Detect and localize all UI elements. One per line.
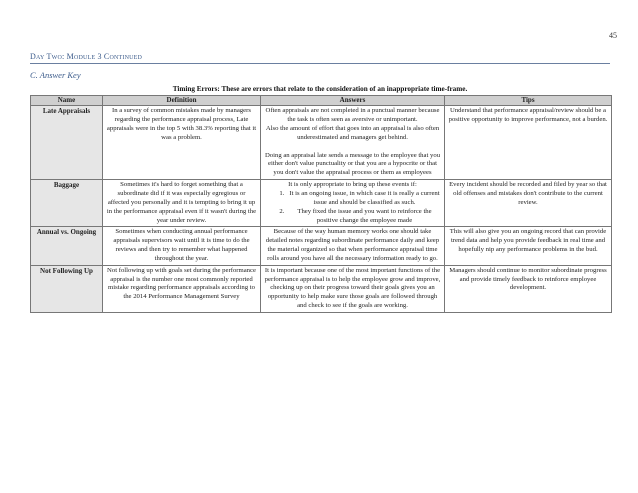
section-title: C. Answer Key (30, 70, 81, 80)
row-answer: Because of the way human memory works one should take detailed notes regarding subordinate performance daily and keep the material organized so that when performance appraisal time rolls around you have all the necessary information ready to go. (261, 227, 445, 265)
column-header-definition: Definition (103, 96, 261, 106)
row-tips: This will also give you an ongoing record that can provide trend data and help you provide feedback in real time and hopefully nip any performance problems in the bud. (445, 227, 612, 265)
row-tips: Understand that performance appraisal/review should be a positive opportunity to improve performance, not a burden. (445, 106, 612, 180)
table-caption: Timing Errors: These are errors that relate to the consideration of an inappropriate time-frame. (172, 85, 468, 93)
row-tips: Every incident should be recorded and filed by year so that old offenses and mistakes don't contribute to the current review. (445, 180, 612, 227)
row-answer (261, 180, 445, 227)
table-row (31, 265, 612, 312)
row-definition: Not following up with goals set during the performance appraisal is the number one most commonly reported mistake regarding performance appraisals according to the 2014 Performance Management Survey (103, 265, 261, 312)
module-header (30, 52, 142, 61)
row-definition: Sometimes it's hard to forget something that a subordinate did if it was especially egregious or affected you personally and it is tempting to bring it up in the performance appraisal even if it wasn't during the year under review. (103, 180, 261, 227)
row-name: Annual vs. Ongoing (31, 227, 103, 265)
table-row (31, 180, 612, 227)
header-day: Day Two: (30, 52, 65, 61)
answer-key-table (30, 95, 612, 313)
row-answer: It is important because one of the most important functions of the performance appraisal is to help the employee grow and improve, checking up on their progress toward their goals gives you an opportunity to help make sure those goals are followed through and check to see if the goals are working. (261, 265, 445, 312)
row-name: Late Appraisals (31, 106, 103, 180)
header-divider (30, 63, 610, 64)
row-name: Not Following Up (31, 265, 103, 312)
table-row (31, 227, 612, 265)
answer-paragraph: Often appraisals are not completed in a punctual manner because the task is often seen as aversive or unimportant. (265, 107, 440, 124)
row-definition: In a survey of common mistakes made by managers regarding the performance appraisal process, Late appraisals were in the top 5 with 38.3% reporting that it was a problem. (103, 106, 261, 180)
answer-list (264, 190, 441, 225)
column-header-name: Name (31, 96, 103, 106)
answer-paragraph: Doing an appraisal late sends a message to the employee that you either don't value punctuality or that you are a hypocrite or that you don't value the appraisal process or them as employees (264, 151, 441, 177)
answer-paragraph: Also the amount of effort that goes into an appraisal is also often underestimated and managers get behind. (265, 124, 440, 141)
row-name: Baggage (31, 180, 103, 227)
row-definition: Sometimes when conducting annual performance appraisals supervisors wait until it is time to do the reviews and then try to remember what happened throughout the year. (103, 227, 261, 265)
header-module: Module 3 Continued (66, 52, 143, 61)
table-row (31, 106, 612, 180)
list-item: 1. It is an ongoing issue, in which case it is really a current issue and should be classified as such. (286, 190, 441, 208)
column-header-tips: Tips (445, 96, 612, 106)
row-tips: Managers should continue to monitor subordinate progress and provide timely feedback to reinforce employee development. (445, 265, 612, 312)
row-answer (261, 106, 445, 180)
page-number: 45 (609, 31, 617, 40)
answer-intro: It is only appropriate to bring up these events if: (288, 181, 417, 189)
list-item: 2. They fixed the issue and you want to reinforce the positive change the employee made (286, 208, 441, 226)
column-header-answers: Answers (261, 96, 445, 106)
table-header-row (31, 96, 612, 106)
